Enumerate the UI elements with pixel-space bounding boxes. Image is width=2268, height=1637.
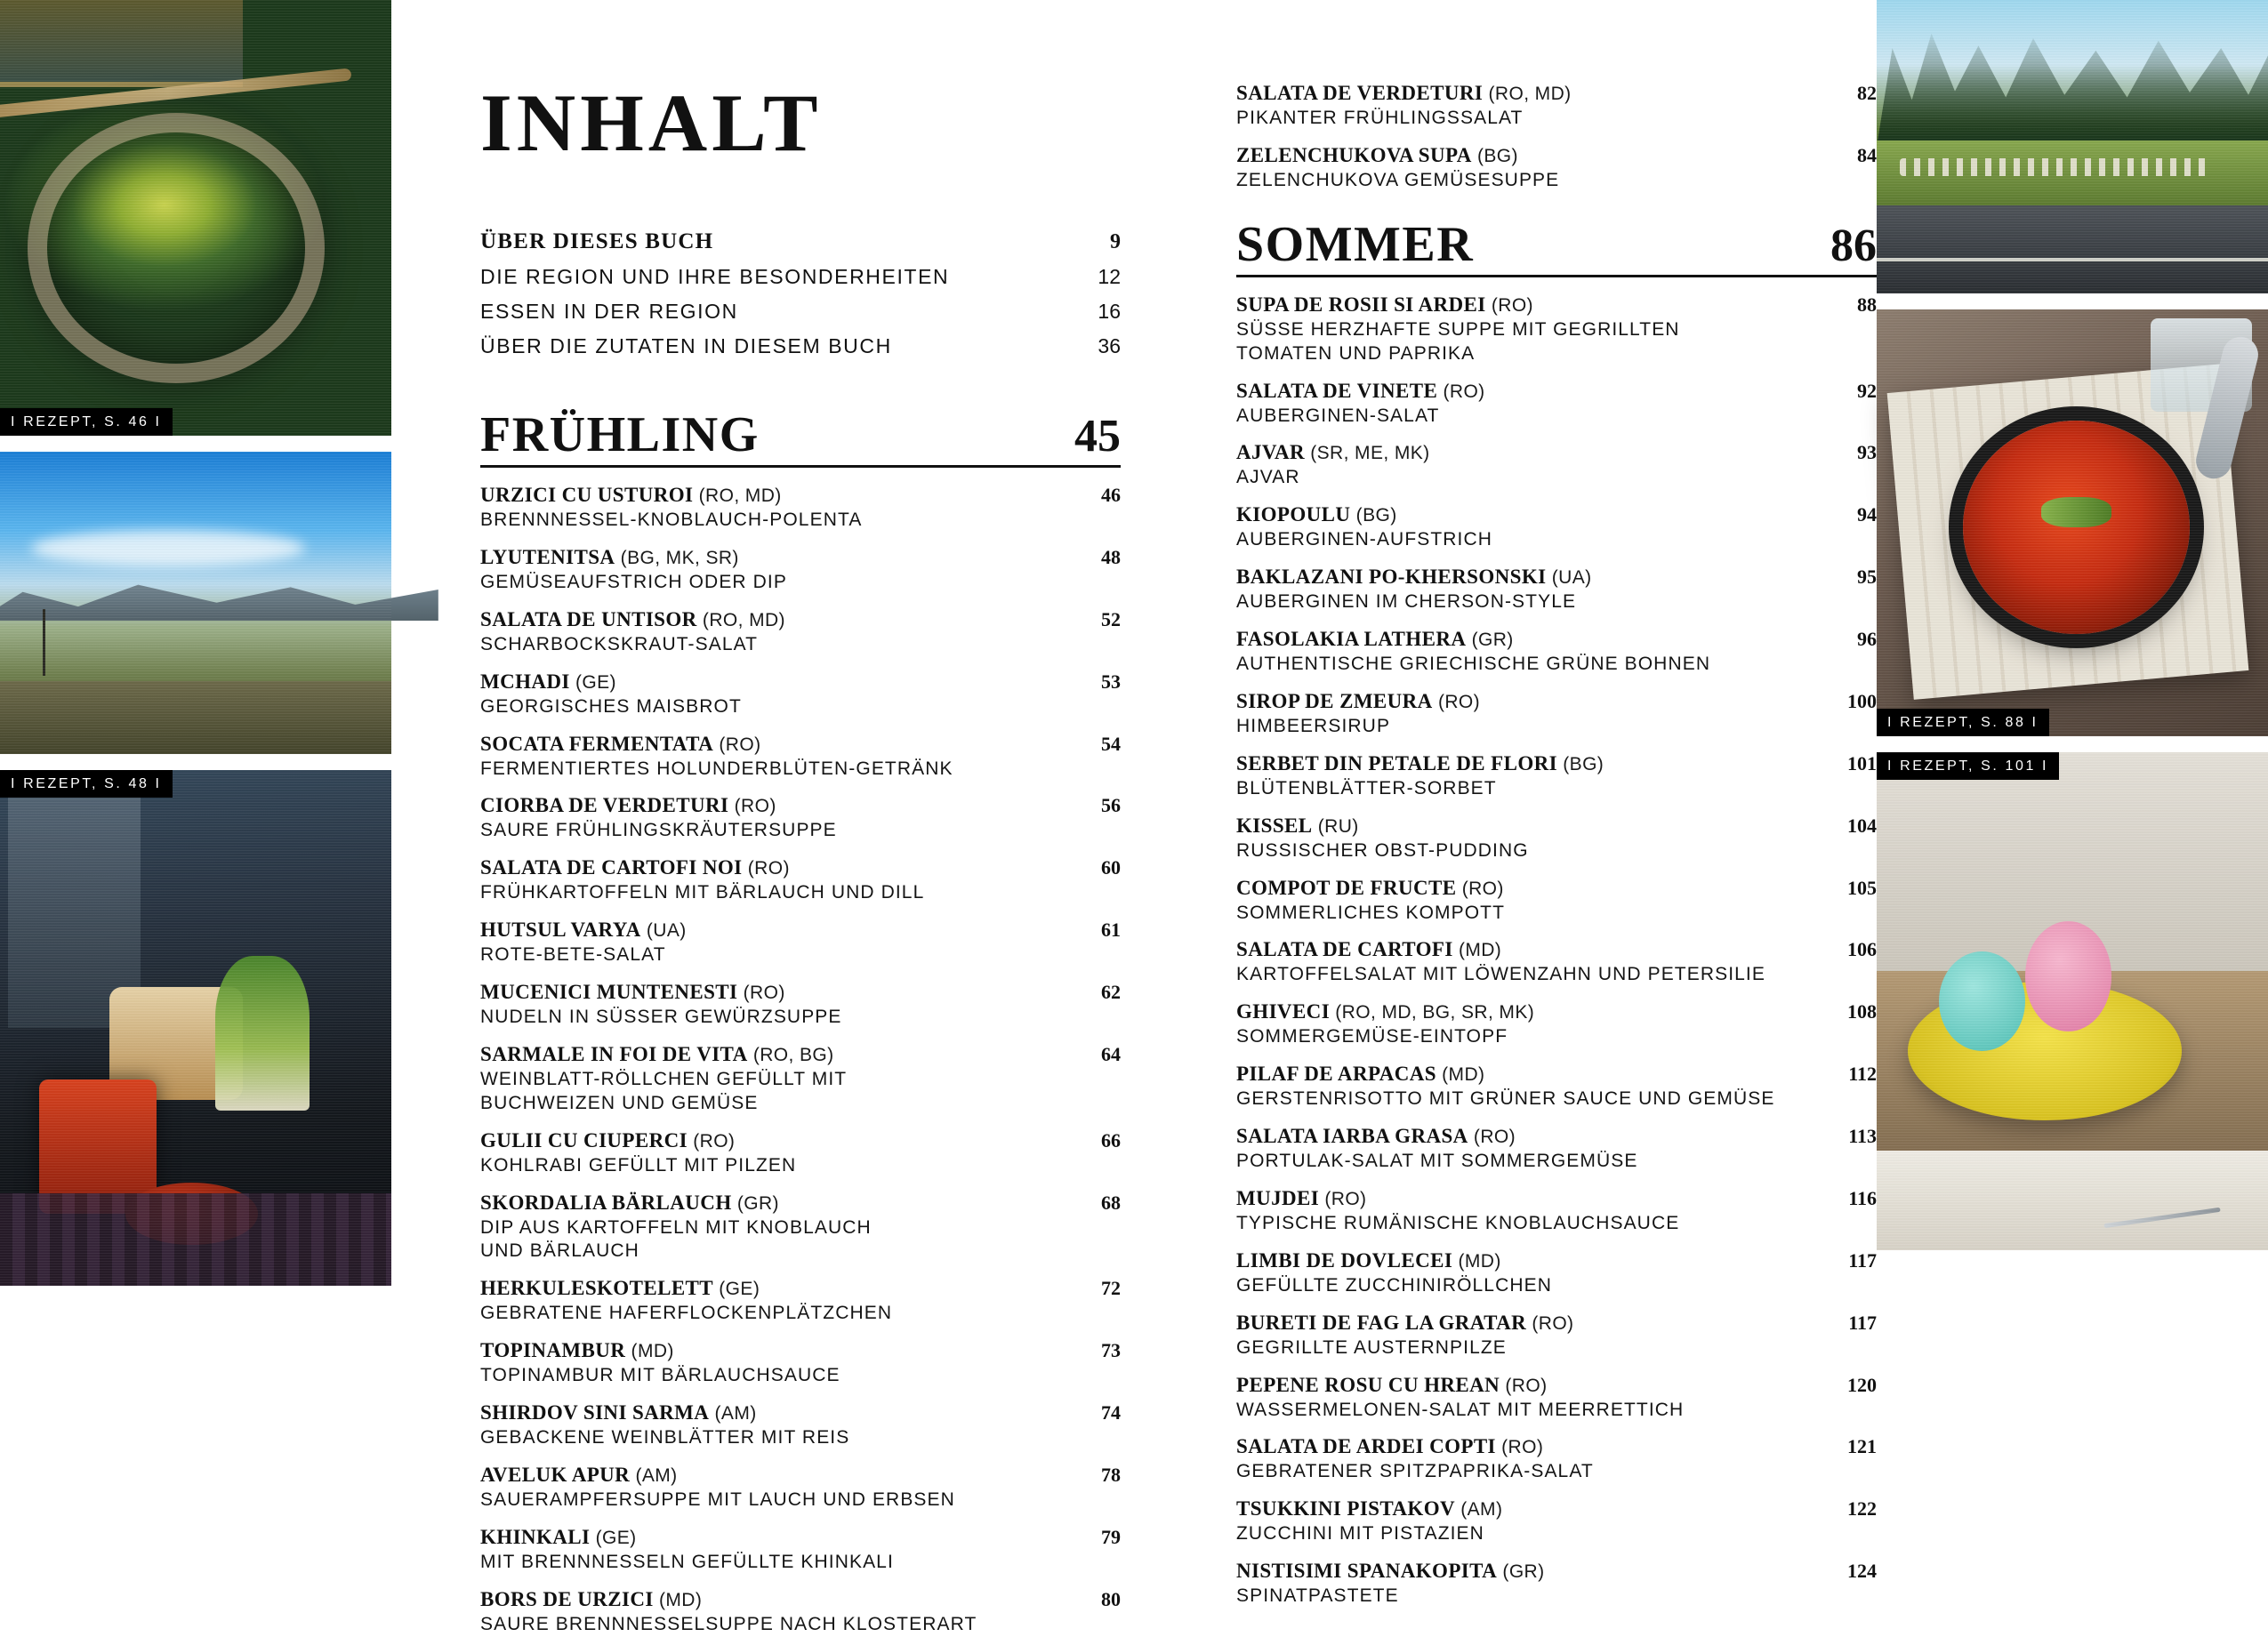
recipe-country-codes: (RO, MD) — [696, 609, 785, 630]
sorbet-dessert-photo — [1877, 752, 2268, 1250]
recipe-title: MUCENICI MUNTENESTI (RO) — [480, 981, 785, 1003]
recipe-country-codes: (RO, MD) — [1483, 84, 1572, 104]
recipe-page-number: 84 — [1857, 143, 1877, 166]
recipe-subtitle: BRENNNESSEL-KNOBLAUCH-POLENTA — [480, 510, 863, 530]
season-page: 86 — [1830, 220, 1877, 271]
recipe-list-fruehling-continued — [1236, 82, 1877, 193]
recipe-country-codes: (AM) — [709, 1403, 757, 1424]
front-matter-page: 9 — [1110, 230, 1121, 253]
recipe-title: AJVAR (SR, ME, MK) — [1236, 441, 1430, 464]
recipe-subtitle: GEBRATENE HAFERFLOCKENPLÄTZCHEN — [480, 1303, 893, 1324]
photo-grain-overlay — [1877, 309, 2268, 736]
recipe-subtitle: PORTULAK-SALAT MIT SOMMERGEMÜSE — [1236, 1151, 1638, 1171]
recipe-country-codes: (BG) — [1350, 505, 1397, 526]
recipe-subtitle: NUDELN IN SÜSSER GEWÜRZSUPPE — [480, 1007, 842, 1027]
recipe-subtitle: SÜSSE HERZHAFTE SUPPE MIT GEGRILLTEN TOMATEN UND PAPRIKA — [1236, 318, 1680, 364]
recipe-title: SALATA DE UNTISOR (RO, MD) — [480, 607, 785, 630]
recipe-page-number: 52 — [1101, 607, 1121, 630]
recipe-entry[interactable] — [480, 546, 1121, 595]
recipe-entry[interactable] — [480, 1129, 1121, 1178]
recipe-entry[interactable] — [480, 1043, 1121, 1116]
recipe-entry[interactable] — [480, 733, 1121, 782]
front-matter-row[interactable] — [480, 229, 1121, 254]
recipe-country-codes: (RO) — [737, 983, 785, 1003]
recipe-subtitle: ROTE-BETE-SALAT — [480, 944, 666, 966]
recipe-subtitle: PIKANTER FRÜHLINGSSALAT — [1236, 108, 1524, 128]
recipe-subtitle: GERSTENRISOTTO MIT GRÜNER SAUCE UND GEMÜSE — [1236, 1088, 1775, 1110]
recipe-entry-head — [1236, 1000, 1877, 1023]
recipe-entry[interactable] — [1236, 82, 1877, 131]
recipe-title: HUTSUL VARYA (UA) — [480, 919, 687, 942]
recipe-title: LYUTENITSA (BG, MK, SR) — [480, 545, 739, 568]
recipe-entry-head — [480, 733, 1121, 756]
recipe-country-codes: (RO) — [1495, 1437, 1544, 1458]
recipe-title: SOCATA FERMENTATA (RO) — [480, 732, 761, 755]
recipe-ref-caption: I REZEPT, S. 101 I — [1877, 752, 2059, 780]
recipe-page-number: 88 — [1857, 293, 1877, 316]
recipe-title: SALATA IARBA GRASA (RO) — [1236, 1125, 1516, 1147]
recipe-entry[interactable] — [480, 919, 1121, 967]
recipe-entry[interactable] — [1236, 1497, 1877, 1546]
recipe-title: SIROP DE ZMEURA (RO) — [1236, 689, 1481, 712]
recipe-entry[interactable] — [480, 608, 1121, 657]
recipe-subtitle: FRÜHKARTOFFELN MIT BÄRLAUCH UND DILL — [480, 882, 925, 903]
recipe-country-codes: (GR) — [1497, 1561, 1545, 1583]
recipe-entry-head — [1236, 628, 1877, 651]
recipe-title: SKORDALIA BÄRLAUCH (GR) — [480, 1191, 779, 1214]
recipe-entry-head — [480, 981, 1121, 1004]
recipe-title: URZICI CU USTUROI (RO, MD) — [480, 484, 782, 506]
recipe-country-codes: (RO) — [1500, 1375, 1548, 1396]
recipe-page-number: 74 — [1101, 1401, 1121, 1424]
recipe-page-number: 56 — [1101, 794, 1121, 817]
recipe-entry[interactable] — [1236, 1063, 1877, 1111]
recipe-title: SERBET DIN PETALE DE FLORI (BG) — [1236, 751, 1604, 774]
recipe-country-codes: (GE) — [569, 671, 616, 693]
red-soup-bowl-photo — [1877, 309, 2268, 736]
recipe-title: MCHADI (GE) — [480, 670, 616, 693]
front-matter-list — [480, 229, 1121, 358]
recipe-page-number: 117 — [1848, 1248, 1877, 1272]
recipe-country-codes: (GE) — [590, 1527, 637, 1548]
photo-grain-overlay — [0, 0, 391, 436]
recipe-entry[interactable] — [1236, 1374, 1877, 1423]
recipe-title: COMPOT DE FRUCTE (RO) — [1236, 876, 1504, 899]
recipe-country-codes: (AM) — [1455, 1499, 1503, 1521]
recipe-country-codes: (BG) — [1557, 753, 1604, 774]
recipe-country-codes: (RO) — [1319, 1188, 1367, 1209]
recipe-page-number: 72 — [1101, 1277, 1121, 1300]
front-matter-row[interactable] — [480, 265, 1121, 289]
recipe-page-number: 120 — [1847, 1373, 1877, 1396]
recipe-entry-head — [480, 794, 1121, 817]
recipe-title: BURETI DE FAG LA GRATAR (RO) — [1236, 1311, 1574, 1334]
recipe-page-number: 96 — [1857, 628, 1877, 650]
recipe-page-number: 53 — [1101, 670, 1121, 693]
recipe-subtitle: MIT BRENNNESSELN GEFÜLLTE KHINKALI — [480, 1551, 894, 1572]
recipe-title: PILAF DE ARPACAS (MD) — [1236, 1063, 1485, 1086]
recipe-country-codes: (RO) — [728, 796, 776, 817]
recipe-title: NISTISIMI SPANAKOPITA (GR) — [1236, 1560, 1545, 1583]
left-photo-rail — [0, 0, 391, 1365]
recipe-entry-head — [1236, 690, 1877, 713]
recipe-entry[interactable] — [1236, 1435, 1877, 1484]
recipe-subtitle: GEBRATENER SPITZPAPRIKA-SALAT — [1236, 1461, 1594, 1482]
recipe-subtitle: WASSERMELONEN-SALAT MIT MEERRETTICH — [1236, 1399, 1685, 1420]
recipe-subtitle: TOPINAMBUR MIT BÄRLAUCHSAUCE — [480, 1365, 840, 1386]
recipe-title: MUJDEI (RO) — [1236, 1186, 1367, 1209]
front-matter-label: ESSEN IN DER REGION — [480, 300, 738, 323]
recipe-entry[interactable] — [480, 1192, 1121, 1264]
photo-grain-overlay — [0, 452, 391, 754]
recipe-country-codes: (MD) — [1452, 1250, 1501, 1272]
recipe-page-number: 105 — [1847, 876, 1877, 899]
recipe-page-number: 117 — [1848, 1311, 1877, 1334]
recipe-entry-head — [1236, 1125, 1877, 1148]
recipe-country-codes: (MD) — [1452, 940, 1502, 961]
recipe-country-codes: (UA) — [1546, 567, 1592, 589]
recipe-title: SALATA DE ARDEI COPTI (RO) — [1236, 1435, 1544, 1458]
recipe-country-codes: (RU) — [1312, 815, 1359, 837]
recipe-page-number: 108 — [1847, 1000, 1877, 1023]
recipe-entry[interactable] — [1236, 938, 1877, 987]
recipe-entry[interactable] — [1236, 628, 1877, 677]
recipe-entry-head — [480, 1339, 1121, 1362]
photo-grain-overlay — [0, 770, 391, 1286]
recipe-country-codes: (RO, MD) — [693, 485, 782, 506]
recipe-page-number: 61 — [1101, 919, 1121, 942]
recipe-entry-head — [480, 1043, 1121, 1066]
recipe-title: SHIRDOV SINI SARMA (AM) — [480, 1401, 757, 1424]
recipe-subtitle: GEORGISCHES MAISBROT — [480, 695, 742, 717]
recipe-subtitle: SAURE BRENNNESSELSUPPE NACH KLOSTERART — [480, 1613, 977, 1634]
toc-column-left — [480, 77, 1121, 1634]
recipe-entry[interactable] — [480, 1339, 1121, 1388]
recipe-entry[interactable] — [1236, 752, 1877, 801]
recipe-country-codes: (RO, BG) — [747, 1044, 834, 1065]
recipe-entry[interactable] — [1236, 293, 1877, 366]
recipe-entry[interactable] — [1236, 441, 1877, 490]
recipe-page-number: 92 — [1857, 379, 1877, 402]
recipe-subtitle: SAURE FRÜHLINGSKRÄUTERSUPPE — [480, 820, 837, 841]
recipe-entry-head — [480, 1277, 1121, 1300]
recipe-title: SALATA DE VERDETURI (RO, MD) — [1236, 82, 1572, 104]
recipe-page-number: 73 — [1101, 1339, 1121, 1362]
recipe-entry[interactable] — [480, 1277, 1121, 1326]
recipe-page-number: 64 — [1101, 1042, 1121, 1065]
recipe-entry-head — [1236, 82, 1877, 105]
recipe-page-number: 80 — [1101, 1587, 1121, 1610]
recipe-list-fruehling — [480, 484, 1121, 1637]
recipe-title: FASOLAKIA LATHERA (GR) — [1236, 628, 1514, 650]
recipe-country-codes: (MD) — [653, 1589, 703, 1610]
recipe-title: CIORBA DE VERDETURI (RO) — [480, 794, 776, 817]
recipe-title: KHINKALI (GE) — [480, 1525, 637, 1548]
front-matter-row[interactable] — [480, 300, 1121, 324]
recipe-page-number: 122 — [1847, 1497, 1877, 1521]
recipe-ref-caption: I REZEPT, S. 48 I — [0, 770, 173, 798]
right-photo-rail — [1877, 0, 2268, 1365]
recipe-page-number: 68 — [1101, 1191, 1121, 1214]
forest-road-sheep-photo — [1877, 0, 2268, 293]
recipe-title: SALATA DE VINETE (RO) — [1236, 379, 1485, 402]
recipe-page-number: 48 — [1101, 545, 1121, 568]
recipe-title: BAKLAZANI PO-KHERSONSKI (UA) — [1236, 566, 1592, 589]
recipe-entry[interactable] — [1236, 1249, 1877, 1298]
recipe-entry[interactable] — [1236, 1125, 1877, 1174]
recipe-entry[interactable] — [1236, 1000, 1877, 1049]
recipe-page-number: 95 — [1857, 566, 1877, 589]
season-heading-sommer[interactable] — [1236, 216, 1877, 277]
recipe-entry[interactable] — [1236, 877, 1877, 926]
greens-bowl-photo — [0, 0, 391, 436]
season-name: SOMMER — [1236, 216, 1475, 272]
recipe-title: GHIVECI (RO, MD, BG, SR, MK) — [1236, 1000, 1535, 1023]
recipe-entry-head — [1236, 380, 1877, 403]
recipe-page-number: 106 — [1847, 938, 1877, 961]
recipe-page-number: 101 — [1847, 751, 1877, 774]
recipe-subtitle: FERMENTIERTES HOLUNDERBLÜTEN-GETRÄNK — [480, 758, 953, 779]
recipe-entry[interactable] — [1236, 566, 1877, 614]
recipe-entry[interactable] — [480, 1464, 1121, 1513]
recipe-title: GULII CU CIUPERCI (RO) — [480, 1128, 736, 1152]
recipe-title: SALATA DE CARTOFI NOI (RO) — [480, 856, 790, 879]
season-name: FRÜHLING — [480, 407, 760, 462]
recipe-entry-head — [480, 1588, 1121, 1611]
recipe-entry-head — [1236, 566, 1877, 589]
mountain-landscape-photo — [0, 452, 391, 754]
recipe-subtitle: SPINATPASTETE — [1236, 1585, 1399, 1607]
recipe-country-codes: (RO) — [1456, 878, 1504, 899]
recipe-entry[interactable] — [1236, 1312, 1877, 1360]
recipe-page-number: 78 — [1101, 1463, 1121, 1486]
front-matter-label: ÜBER DIESES BUCH — [480, 229, 714, 253]
recipe-country-codes: (RO) — [1437, 381, 1485, 402]
recipe-entry-head — [1236, 293, 1877, 317]
recipe-country-codes: (RO) — [742, 858, 790, 879]
recipe-entry[interactable] — [1236, 690, 1877, 739]
recipe-country-codes: (RO) — [688, 1130, 736, 1152]
recipe-title: KISSEL (RU) — [1236, 814, 1359, 837]
recipe-subtitle: TYPISCHE RUMÄNISCHE KNOBLAUCHSAUCE — [1236, 1212, 1680, 1233]
recipe-country-codes: (MD) — [1436, 1064, 1485, 1086]
recipe-page-number: 62 — [1101, 981, 1121, 1003]
recipe-subtitle: GEMÜSEAUFSTRICH ODER DIP — [480, 571, 787, 592]
recipe-entry-head — [1236, 752, 1877, 775]
recipe-subtitle: GEFÜLLTE ZUCCHINIRÖLLCHEN — [1236, 1274, 1552, 1296]
recipe-ref-caption: I REZEPT, S. 46 I — [0, 408, 173, 436]
recipe-page-number: 46 — [1101, 484, 1121, 506]
recipe-entry-head — [1236, 1497, 1877, 1521]
recipe-subtitle: AUTHENTISCHE GRIECHISCHE GRÜNE BOHNEN — [1236, 654, 1711, 674]
recipe-country-codes: (GR) — [731, 1192, 779, 1214]
recipe-entry[interactable] — [1236, 144, 1877, 193]
recipe-subtitle: DIP AUS KARTOFFELN MIT KNOBLAUCH UND BÄRLAUCH — [480, 1216, 872, 1262]
recipe-title: ZELENCHUKOVA SUPA (BG) — [1236, 143, 1518, 166]
recipe-subtitle: KARTOFFELSALAT MIT LÖWENZAHN UND PETERSILIE — [1236, 964, 1765, 985]
recipe-title: TSUKKINI PISTAKOV (AM) — [1236, 1497, 1503, 1521]
recipe-country-codes: (GE) — [713, 1279, 760, 1300]
recipe-entry-head — [480, 546, 1121, 569]
recipe-entry-head — [1236, 877, 1877, 900]
recipe-page-number: 82 — [1857, 82, 1877, 104]
recipe-entry-head — [480, 670, 1121, 694]
front-matter-label: DIE REGION UND IHRE BESONDERHEITEN — [480, 265, 950, 288]
recipe-page-number: 112 — [1848, 1063, 1877, 1086]
recipe-entry-head — [1236, 1374, 1877, 1397]
page-title: INHALT — [480, 77, 823, 168]
recipe-entry[interactable] — [1236, 1187, 1877, 1236]
photo-grain-overlay — [1877, 0, 2268, 293]
recipe-entry[interactable] — [480, 1526, 1121, 1575]
recipe-title: TOPINAMBUR (MD) — [480, 1339, 674, 1362]
recipe-entry-head — [480, 484, 1121, 507]
recipe-subtitle: BLÜTENBLÄTTER-SORBET — [1236, 777, 1497, 798]
recipe-subtitle: AUBERGINEN-SALAT — [1236, 405, 1440, 426]
recipe-title: LIMBI DE DOVLECEI (MD) — [1236, 1248, 1501, 1272]
recipe-subtitle: SOMMERGEMÜSE-EINTOPF — [1236, 1026, 1508, 1047]
recipe-country-codes: (GR) — [1466, 630, 1514, 650]
recipe-subtitle: KOHLRABI GEFÜLLT MIT PILZEN — [480, 1154, 797, 1176]
front-matter-page: 12 — [1098, 265, 1121, 288]
toc-column-right — [1236, 82, 1877, 1607]
recipe-subtitle: RUSSISCHER OBST-PUDDING — [1236, 839, 1529, 861]
season-page: 45 — [1074, 411, 1121, 461]
recipe-subtitle: AJVAR — [1236, 467, 1300, 488]
recipe-entry-head — [1236, 1312, 1877, 1335]
recipe-page-number: 60 — [1101, 856, 1121, 879]
recipe-list-sommer — [1236, 293, 1877, 1609]
recipe-country-codes: (RO) — [1485, 294, 1533, 316]
recipe-subtitle: ZUCCHINI MIT PISTAZIEN — [1236, 1523, 1484, 1545]
recipe-entry-head — [1236, 1560, 1877, 1583]
recipe-subtitle: SAUERAMPFERSUPPE MIT LAUCH UND ERBSEN — [480, 1489, 955, 1510]
recipe-subtitle: ZELENCHUKOVA GEMÜSESUPPE — [1236, 169, 1560, 190]
recipe-entry[interactable] — [480, 856, 1121, 905]
recipe-country-codes: (RO) — [1526, 1312, 1574, 1334]
recipe-entry[interactable] — [1236, 503, 1877, 552]
recipe-title: HERKULESKOTELETT (GE) — [480, 1277, 760, 1300]
recipe-entry-head — [1236, 814, 1877, 838]
recipe-country-codes: (RO) — [1468, 1127, 1516, 1147]
recipe-title: SALATA DE CARTOFI (MD) — [1236, 938, 1502, 961]
recipe-page-number: 113 — [1848, 1125, 1877, 1147]
recipe-entry-head — [1236, 1249, 1877, 1272]
ajvar-jar-photo — [0, 770, 391, 1286]
recipe-entry-head — [480, 1526, 1121, 1549]
recipe-subtitle: HIMBEERSIRUP — [1236, 715, 1391, 736]
recipe-subtitle: SCHARBOCKSKRAUT-SALAT — [480, 633, 759, 654]
recipe-entry[interactable] — [480, 981, 1121, 1030]
season-heading-fruehling[interactable] — [480, 407, 1121, 468]
recipe-entry[interactable] — [1236, 814, 1877, 863]
recipe-country-codes: (BG) — [1471, 145, 1518, 166]
recipe-country-codes: (SR, ME, MK) — [1304, 443, 1430, 464]
recipe-entry[interactable] — [480, 1401, 1121, 1450]
recipe-entry[interactable] — [1236, 1560, 1877, 1609]
recipe-entry-head — [480, 919, 1121, 942]
recipe-entry-head — [1236, 144, 1877, 167]
recipe-title: AVELUK APUR (AM) — [480, 1463, 678, 1486]
recipe-page-number: 66 — [1101, 1128, 1121, 1152]
recipe-entry-head — [1236, 1187, 1877, 1210]
recipe-entry-head — [480, 856, 1121, 879]
recipe-title: PEPENE ROSU CU HREAN (RO) — [1236, 1373, 1548, 1396]
recipe-title: SARMALE IN FOI DE VITA (RO, BG) — [480, 1042, 834, 1065]
recipe-entry-head — [480, 1401, 1121, 1424]
front-matter-page: 16 — [1098, 300, 1121, 323]
recipe-entry[interactable] — [480, 484, 1121, 533]
recipe-page-number: 94 — [1857, 503, 1877, 526]
recipe-page-number: 124 — [1847, 1560, 1877, 1583]
recipe-subtitle: WEINBLATT-RÖLLCHEN GEFÜLLT MIT BUCHWEIZEN UND GEMÜSE — [480, 1068, 848, 1113]
recipe-subtitle: SOMMERLICHES KOMPOTT — [1236, 902, 1506, 923]
front-matter-page: 36 — [1098, 334, 1121, 357]
recipe-title: SUPA DE ROSII SI ARDEI (RO) — [1236, 293, 1533, 316]
recipe-country-codes: (RO) — [713, 734, 761, 755]
recipe-entry-head — [1236, 503, 1877, 526]
recipe-entry[interactable] — [480, 1588, 1121, 1637]
recipe-subtitle: AUBERGINEN-AUFSTRICH — [1236, 529, 1493, 550]
front-matter-row[interactable] — [480, 334, 1121, 358]
front-matter-label: ÜBER DIE ZUTATEN IN DIESEM BUCH — [480, 334, 892, 357]
recipe-country-codes: (UA) — [640, 920, 687, 942]
recipe-entry[interactable] — [480, 794, 1121, 843]
recipe-country-codes: (AM) — [630, 1464, 678, 1486]
photo-grain-overlay — [1877, 752, 2268, 1250]
recipe-page-number: 116 — [1848, 1186, 1877, 1209]
recipe-entry-head — [1236, 938, 1877, 961]
recipe-country-codes: (RO, MD, BG, SR, MK) — [1330, 1002, 1535, 1023]
recipe-entry-head — [1236, 1435, 1877, 1458]
recipe-ref-caption: I REZEPT, S. 88 I — [1877, 709, 2049, 736]
recipe-page-number: 100 — [1847, 689, 1877, 712]
recipe-entry-head — [480, 608, 1121, 631]
recipe-page-number: 79 — [1101, 1525, 1121, 1548]
recipe-subtitle: AUBERGINEN IM CHERSON-STYLE — [1236, 591, 1577, 613]
recipe-page-number: 104 — [1847, 814, 1877, 837]
recipe-entry[interactable] — [1236, 380, 1877, 429]
recipe-subtitle: GEGRILLTE AUSTERNPILZE — [1236, 1336, 1507, 1358]
recipe-subtitle: GEBACKENE WEINBLÄTTER MIT REIS — [480, 1427, 850, 1448]
recipe-page-number: 121 — [1847, 1435, 1877, 1458]
recipe-entry-head — [1236, 441, 1877, 464]
toc-content — [391, 0, 1877, 1634]
recipe-country-codes: (MD) — [625, 1341, 674, 1362]
recipe-entry[interactable] — [480, 670, 1121, 719]
recipe-country-codes: (RO) — [1432, 691, 1481, 712]
recipe-title: BORS DE URZICI (MD) — [480, 1587, 703, 1610]
recipe-title: KIOPOULU (BG) — [1236, 503, 1397, 526]
recipe-entry-head — [1236, 1063, 1877, 1086]
recipe-country-codes: (BG, MK, SR) — [615, 547, 739, 568]
recipe-entry-head — [480, 1129, 1121, 1152]
recipe-entry-head — [480, 1192, 1121, 1215]
recipe-page-number: 54 — [1101, 732, 1121, 755]
recipe-page-number: 93 — [1857, 441, 1877, 464]
recipe-entry-head — [480, 1464, 1121, 1487]
